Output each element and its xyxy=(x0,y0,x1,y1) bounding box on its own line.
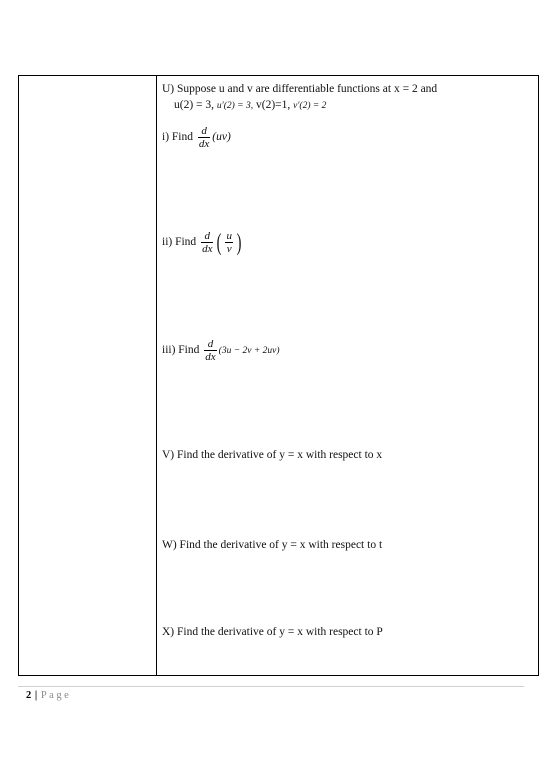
right-paren: ) xyxy=(236,229,242,256)
left-paren: ( xyxy=(217,229,222,256)
derivative-operator xyxy=(204,338,216,363)
page-number: 2 xyxy=(26,690,32,701)
frac-numerator: d xyxy=(204,338,216,351)
question-ii-label: ii) Find xyxy=(162,236,197,249)
inner-numerator: u xyxy=(226,230,232,242)
frac-numerator: d xyxy=(198,125,210,138)
frac-numerator: d xyxy=(201,230,213,243)
page-label: Page xyxy=(40,690,72,701)
u-of-2: u(2) = 3, xyxy=(174,99,217,111)
question-iii-label: iii) Find xyxy=(162,344,200,357)
derivative-operator xyxy=(201,230,213,255)
derivative-operator xyxy=(198,125,210,150)
question-u-line2 xyxy=(174,98,326,114)
question-u-line1: U) Suppose u and v are differentiable functions at x = 2 and xyxy=(162,83,438,95)
question-i xyxy=(162,125,231,150)
question-w: W) Find the derivative of y = x with respect to t xyxy=(162,539,383,551)
u-prime-of-2: u′(2) = 3, xyxy=(216,101,254,111)
page-footer xyxy=(26,690,71,701)
question-iii-expression: (3u − 2v + 2uv) xyxy=(218,346,280,357)
question-x: X) Find the derivative of y = x with respect to P xyxy=(162,626,383,638)
frac-denominator: dx xyxy=(205,351,216,363)
inner-denominator: v xyxy=(226,243,232,255)
footer-rule xyxy=(18,686,524,687)
frac-denominator: dx xyxy=(202,243,213,255)
question-column xyxy=(162,80,534,675)
question-i-label: i) Find xyxy=(162,131,193,144)
footer-separator: | xyxy=(34,690,38,701)
question-iii xyxy=(162,338,280,363)
column-divider xyxy=(156,76,157,675)
v-of-2: v(2)=1, xyxy=(253,99,294,111)
quotient-fraction xyxy=(225,230,233,255)
question-ii xyxy=(162,230,243,255)
v-prime-of-2: v′(2) = 2 xyxy=(293,101,327,111)
question-table xyxy=(18,75,539,676)
frac-denominator: dx xyxy=(198,138,210,150)
question-v: V) Find the derivative of y = x with respect to x xyxy=(162,449,383,461)
question-i-expression: (uv) xyxy=(212,131,231,144)
